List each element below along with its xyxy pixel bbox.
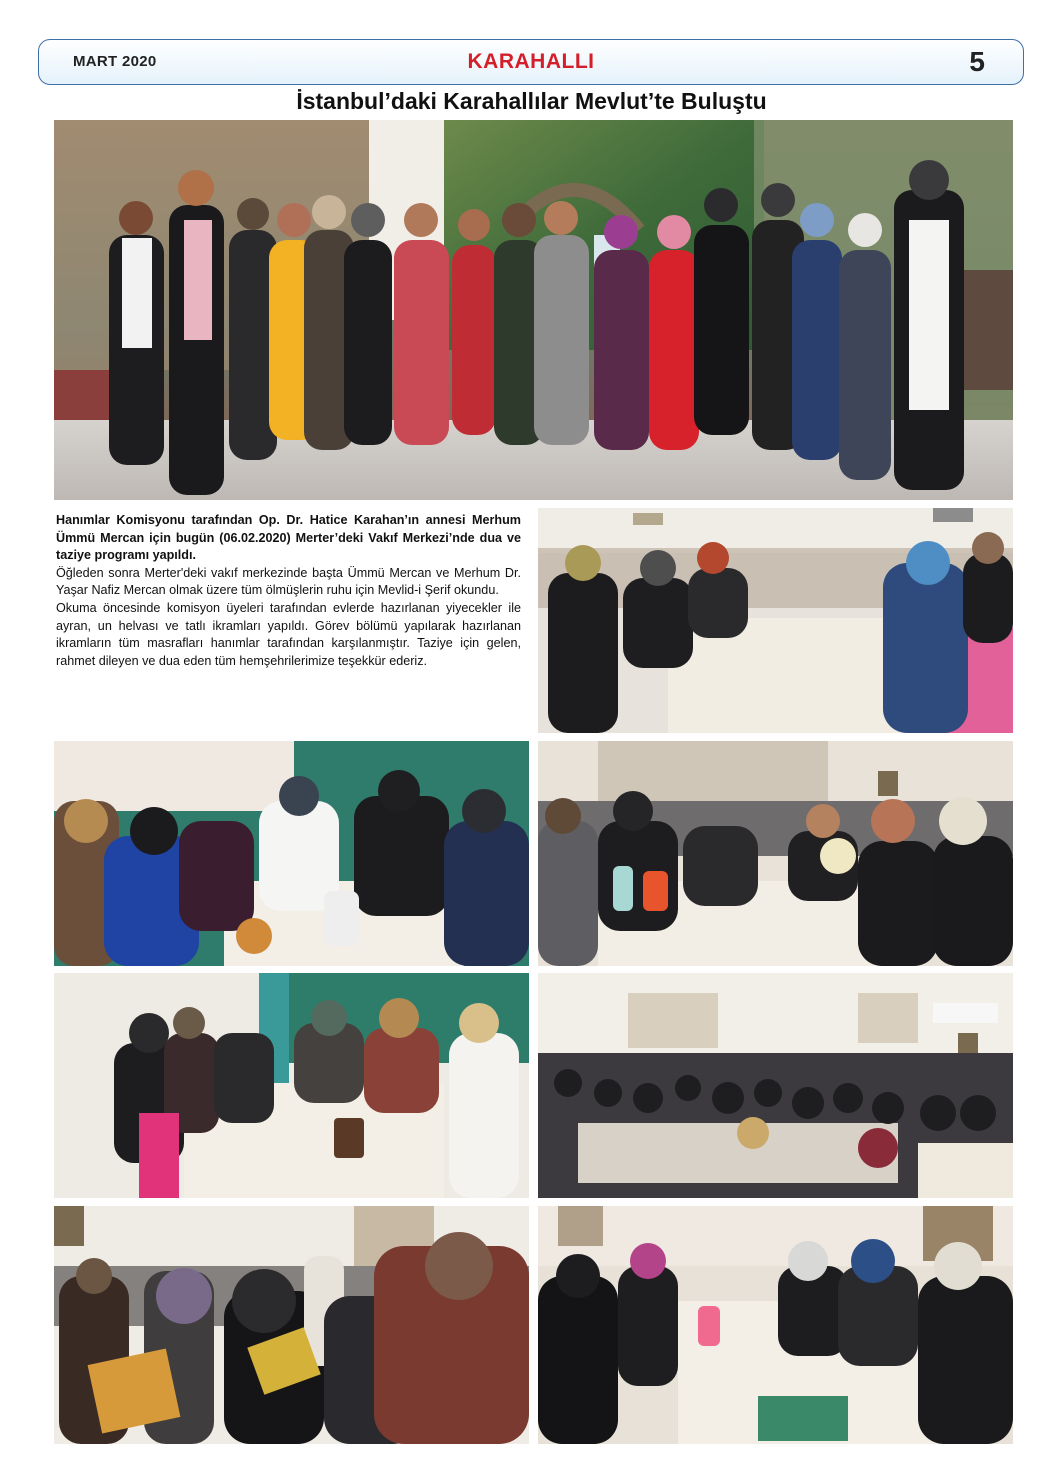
article-paragraph: Öğleden sonra Merter'deki vakıf merkezinde başta Ümmü Mercan ve Merhum Dr. Yaşar Nafiz Mercan olmak üzere tüm ölmüşlerin ruhu için Mevlid-i Şerif okundu. — [56, 565, 521, 598]
event-photo — [54, 741, 529, 966]
event-photo — [54, 973, 529, 1198]
page-number: 5 — [969, 46, 985, 77]
event-photo — [538, 973, 1013, 1198]
event-photo — [538, 741, 1013, 966]
event-photo — [538, 1206, 1013, 1444]
article-lead: Hanımlar Komisyonu tarafından Op. Dr. Hatice Karahan’ın annesi Merhum Ümmü Mercan için bugün (06.02.2020) Merter’deki Vakıf Merkezi’nde dua ve taziye programı yapıldı. — [56, 513, 521, 563]
article-body — [56, 512, 521, 670]
group-photo — [54, 120, 1013, 500]
issue-date: MART 2020 — [73, 53, 157, 70]
publication-name: KARAHALLI — [467, 50, 595, 73]
event-photo — [54, 1206, 529, 1444]
event-photo — [538, 508, 1013, 733]
page-header — [38, 39, 1024, 85]
article-paragraph: Okuma öncesinde komisyon üyeleri tarafından evlerde hazırlanan yiyecekler ile ayran, un helvası ve tatlı ikramları yapıldı. Görev bölümü yapılarak hazırlanan ikramların tüm masrafları hanımlar tarafından karşılanmıştır. Taziye için gelen, rahmet dileyen ve dua eden tüm hemşehrilerimize teşekkür ederiz. — [56, 600, 521, 668]
article-headline: İstanbul’daki Karahallılar Mevlut’te Buluştu — [296, 88, 767, 114]
